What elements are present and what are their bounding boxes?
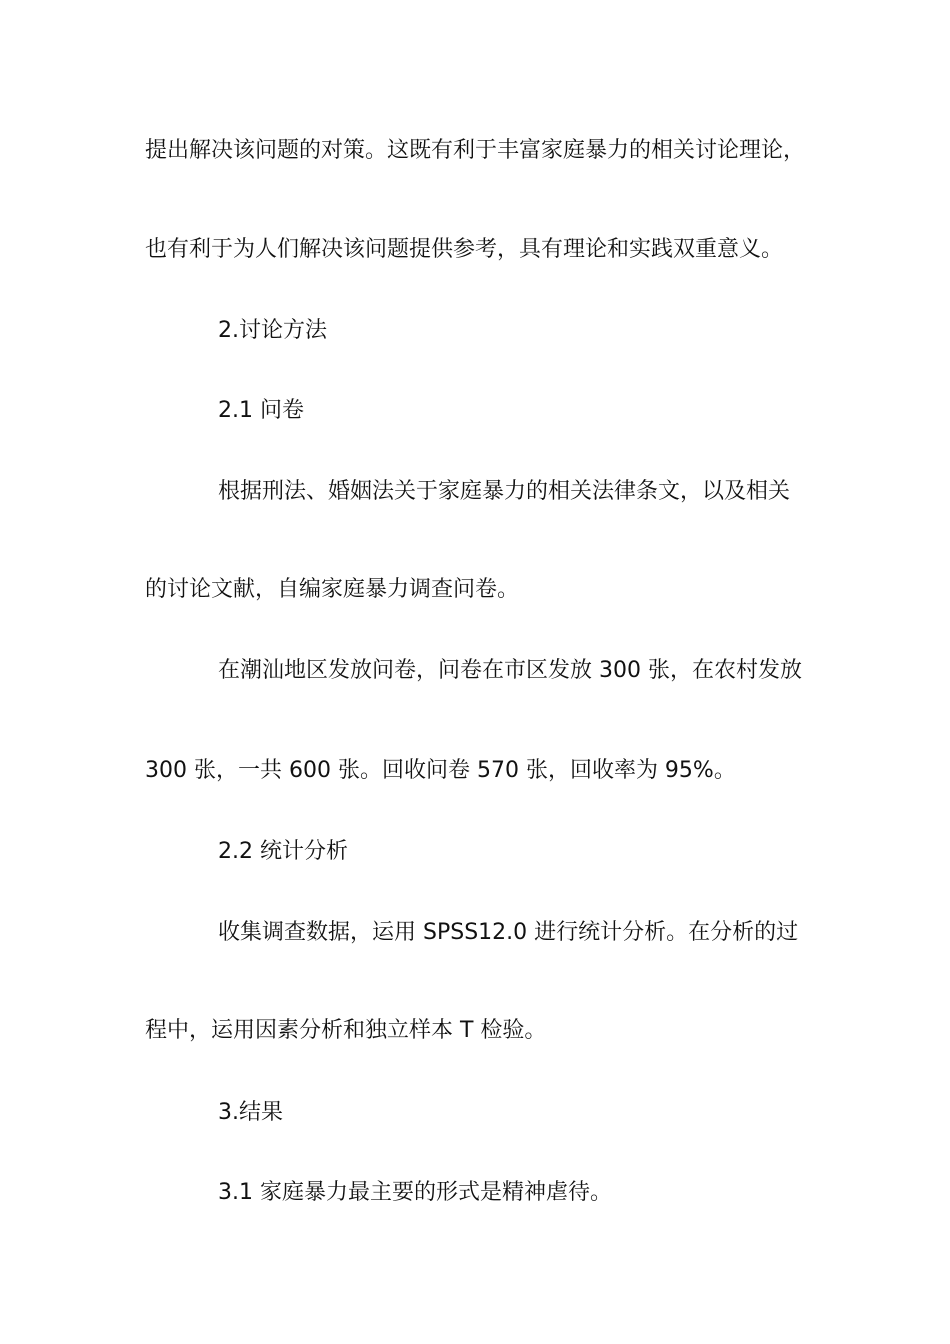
paragraph-line: 的讨论文献，自编家庭暴力调查问卷。	[145, 577, 520, 602]
paragraph-line: 根据刑法、婚姻法关于家庭暴力的相关法律条文，以及相关	[218, 479, 791, 504]
paragraph-line: 在潮汕地区发放问卷，问卷在市区发放 300 张，在农村发放	[218, 658, 802, 683]
paragraph-line: 程中，运用因素分析和独立样本 T 检验。	[145, 1018, 547, 1043]
subsection-heading: 3.1 家庭暴力最主要的形式是精神虐待。	[218, 1180, 612, 1205]
paragraph-line: 提出解决该问题的对策。这既有利于丰富家庭暴力的相关讨论理论，	[145, 138, 806, 163]
paragraph-line: 300 张，一共 600 张。回收问卷 570 张，回收率为 95%。	[145, 758, 736, 783]
paragraph-line: 也有利于为人们解决该问题提供参考，具有理论和实践双重意义。	[145, 237, 784, 262]
section-heading: 2.讨论方法	[218, 318, 327, 343]
paragraph-line: 收集调查数据，运用 SPSS12.0 进行统计分析。在分析的过	[218, 920, 799, 945]
section-heading: 3.结果	[218, 1100, 283, 1125]
subsection-heading: 2.2 统计分析	[218, 839, 348, 864]
subsection-heading: 2.1 问卷	[218, 398, 304, 423]
